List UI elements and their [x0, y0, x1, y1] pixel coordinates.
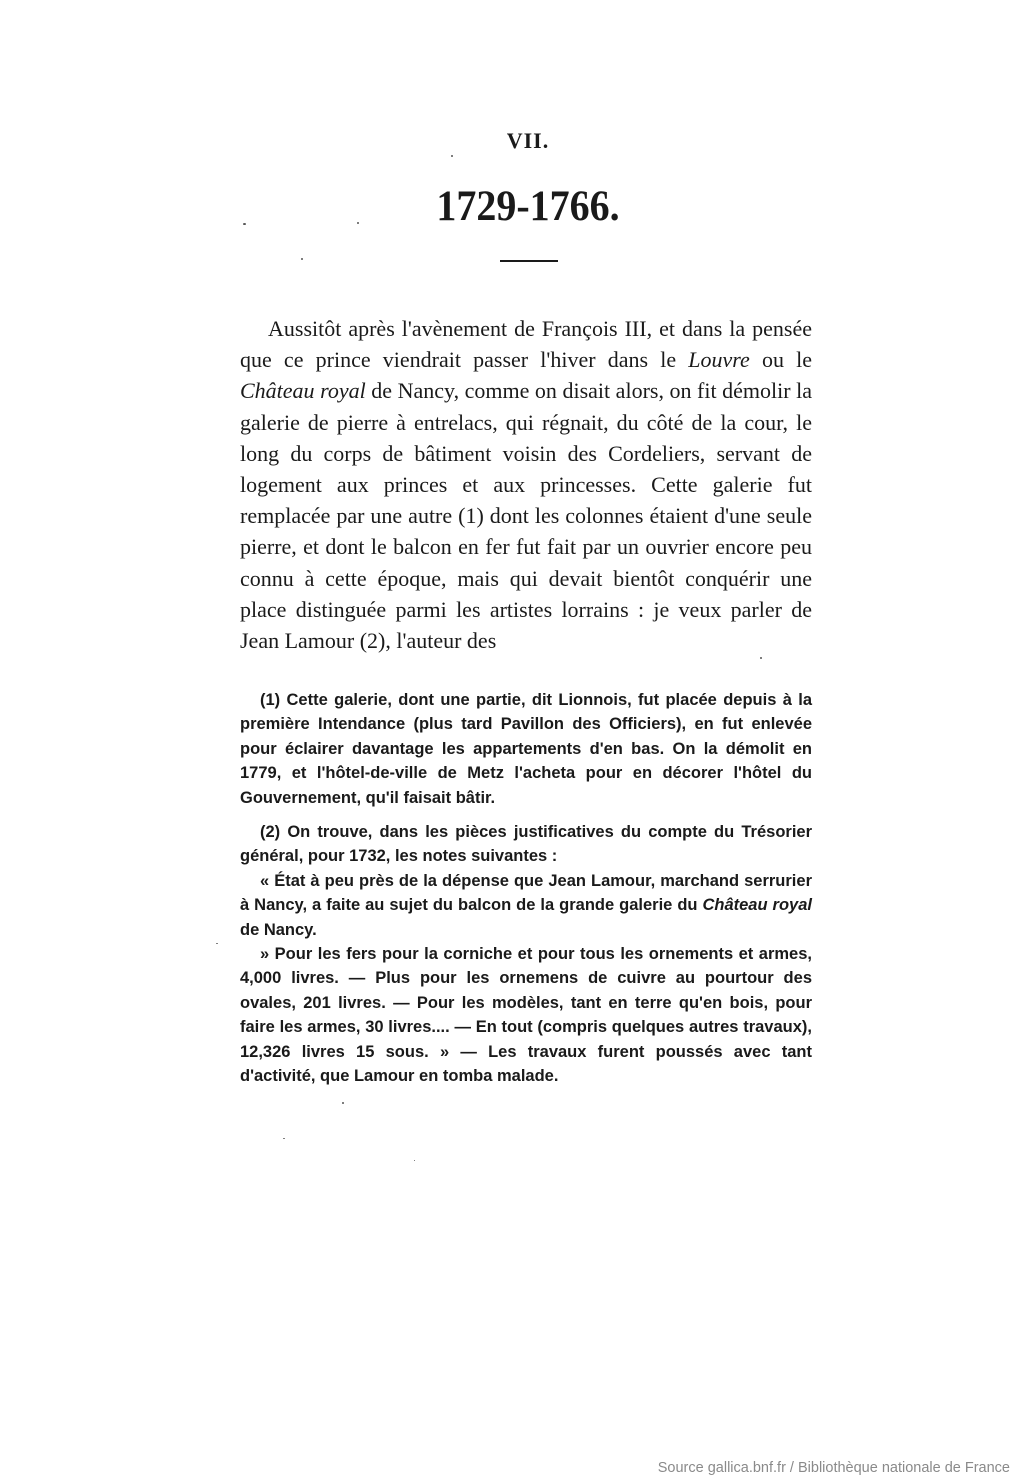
scan-speck — [414, 1160, 415, 1161]
quote-segment: de Nancy. — [240, 920, 317, 939]
chapter-number: VII. — [506, 128, 550, 153]
quote-italic-chateau: Château royal — [702, 896, 812, 915]
chapter-dates: 1729-1766. — [436, 181, 620, 230]
scan-speck — [283, 1138, 285, 1139]
scan-speck — [357, 222, 359, 224]
paragraph-segment: Aussitôt après l'avènement de François III, et dans la pensée que ce prince viendrait passer l'hiver dans le — [240, 316, 812, 373]
scan-speck — [243, 223, 246, 225]
footnotes — [240, 688, 812, 1089]
scan-speck — [216, 943, 218, 944]
quote-segment: « État à peu près de la dépense que Jean Lamour, marchand serrurier à Nancy, a faite au sujet du balcon de la grande galerie du — [240, 871, 812, 915]
footnote-2-quote-1 — [240, 869, 812, 942]
scan-speck — [342, 1102, 344, 1104]
main-paragraph — [240, 313, 812, 656]
section-rule — [500, 260, 558, 262]
scan-speck — [760, 657, 762, 659]
paragraph-italic-louvre: Louvre — [688, 347, 750, 373]
paragraph-segment: ou le — [749, 347, 812, 373]
footnote-2-quote-2: » Pour les fers pour la corniche et pour tous les ornements et armes, 4,000 livres. — Plus pour les ornemens de cuivre au pourtour des ovales, 201 livres. — Pour les modèles, tant en terre qu'en bois, pour faire les armes, 30 livres.... — En tout (compris quelques autres travaux), 12,326 livres 15 sous. » — Les travaux furent poussés avec tant d'activité, que Lamour en tomba malade. — [240, 945, 812, 1086]
paragraph-italic-chateau: Château royal — [240, 378, 366, 404]
footnote-1: (1) Cette galerie, dont une partie, dit Lionnois, fut placée depuis à la première Intendance (plus tard Pavillon des Officiers), en fut enlevée pour éclairer davantage les appartements d'en bas. On la démolit en 1779, et l'hôtel-de-ville de Metz l'acheta pour en décorer l'hôtel du Gouvernement, qu'il faisait bâtir. — [240, 691, 812, 807]
source-credit: Source gallica.bnf.fr / Bibliothèque nationale de France — [657, 1460, 1010, 1476]
footnote-2-intro: (2) On trouve, dans les pièces justificatives du compte du Trésorier général, pour 1732, les notes suivantes : — [240, 823, 812, 866]
paragraph-segment: de Nancy, comme on disait alors, on fit démolir la galerie de pierre à entrelacs, qui régnait, du côté de la cour, le long du corps de bâtiment voisin des Cordeliers, servant de logement aux princes et aux princesses. Cette galerie fut remplacée par une autre (1) dont les colonnes étaient d'une seule pierre, et dont le balcon en fer fut fait par un ouvrier encore peu connu à cette époque, mais qui devait bientôt conquérir une place distinguée parmi les artistes lorrains : je veux parler de Jean Lamour (2), l'auteur des — [240, 378, 812, 654]
scan-speck — [451, 155, 453, 157]
scan-speck — [301, 258, 303, 260]
